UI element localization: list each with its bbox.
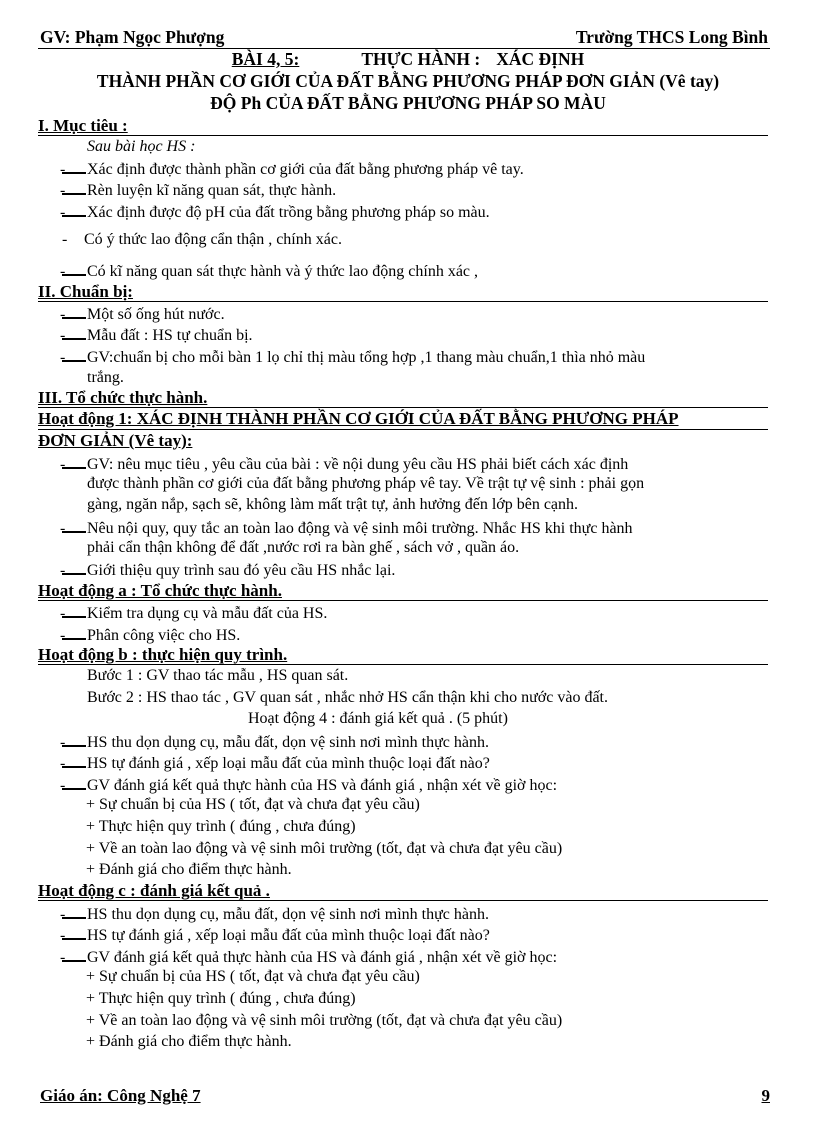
list-item: - Giới thiệu quy trình sau đó yêu cầu HS nhắc lại. (60, 559, 395, 581)
list-item: - Xác định được thành phần cơ giới của đất bằng phương pháp vê tay. (60, 158, 524, 180)
sub-item: + Thực hiện quy trình ( đúng , chưa đúng) (86, 818, 356, 835)
step-2: Bước 2 : HS thao tác , GV quan sát , nhắc nhở HS cẩn thận khi cho nước vào đất. (87, 689, 608, 706)
list-item-continued: trắng. (87, 369, 124, 386)
sub-item: + Sự chuẩn bị của HS ( tốt, đạt và chưa đạt yêu cầu) (86, 796, 420, 813)
activity-1-rule (38, 429, 768, 430)
activity-a-heading: Hoạt động a : Tổ chức thực hành. (38, 581, 282, 600)
teacher-name: GV: Phạm Ngọc Phượng (40, 27, 225, 47)
activity-b-rule (38, 664, 768, 665)
list-item: - HS thu dọn dụng cụ, mẫu đất, dọn vệ sinh nơi mình thực hành. (60, 903, 489, 925)
list-item-continued: được thành phần cơ giới của đất bằng phương pháp vê tay. Về trật tự vệ sinh : phải gọn (87, 475, 645, 492)
list-item: - Có ý thức lao động cẩn thận , chính xác. (62, 231, 342, 248)
school-name: Trường THCS Long Bình (575, 27, 768, 47)
title-line-3: ĐỘ Ph CỦA ĐẤT BẰNG PHƯƠNG PHÁP SO MÀU (210, 93, 606, 113)
sub-item: + Thực hiện quy trình ( đúng , chưa đúng) (86, 990, 356, 1007)
title-line-1 (0, 49, 816, 70)
footer-subject: Giáo án: Công Nghệ 7 (40, 1086, 201, 1105)
list-item: - Nêu nội quy, quy tắc an toàn lao động và vệ sinh môi trường. Nhắc HS khi thực hành (60, 517, 633, 539)
list-item: - GV:chuẩn bị cho mỗi bàn 1 lọ chỉ thị màu tổng hợp ,1 thang màu chuẩn,1 thìa nhỏ màu (60, 346, 645, 368)
activity-4-line: Hoạt động 4 : đánh giá kết quả . (5 phút) (248, 710, 508, 727)
list-item: - Rèn luyện kĩ năng quan sát, thực hành. (60, 179, 336, 201)
activity-1-heading-cont: ĐƠN GIẢN (Vê tay): (38, 431, 193, 450)
sub-item: + Đánh giá cho điểm thực hành. (86, 861, 292, 878)
section-1-heading: I. Mục tiêu : (38, 116, 128, 135)
list-item: - HS tự đánh giá , xếp loại mẫu đất của mình thuộc loại đất nào? (60, 752, 490, 774)
sub-item: + Đánh giá cho điểm thực hành. (86, 1033, 292, 1050)
title-determine: XÁC ĐỊNH (496, 49, 585, 69)
section-2-rule (38, 301, 768, 302)
list-item: - Có kĩ năng quan sát thực hành và ý thức lao động chính xác , (60, 260, 478, 282)
list-item: - Xác định được độ pH của đất trồng bằng phương pháp so màu. (60, 201, 490, 223)
list-item-continued: gàng, ngăn nắp, sạch sẽ, không làm mất trật tự, ảnh hưởng đến lớp bên cạnh. (87, 496, 579, 513)
section-3-heading: III. Tổ chức thực hành. (38, 388, 208, 407)
lesson-number: BÀI 4, 5: (231, 49, 300, 69)
sub-item: + Về an toàn lao động và vệ sinh môi trường (tốt, đạt và chưa đạt yêu cầu) (86, 1012, 563, 1029)
section-1-intro: Sau bài học HS : (87, 138, 196, 155)
list-item: - Một số ống hút nước. (60, 303, 225, 325)
activity-1-heading: Hoạt động 1: XÁC ĐỊNH THÀNH PHẦN CƠ GIỚI CỦA ĐẤT BẰNG PHƯƠNG PHÁP (38, 409, 679, 428)
section-2-heading: II. Chuẩn bị: (38, 282, 133, 301)
section-1-rule (38, 135, 768, 136)
activity-a-rule (38, 600, 768, 601)
sub-item: + Về an toàn lao động và vệ sinh môi trường (tốt, đạt và chưa đạt yêu cầu) (86, 840, 563, 857)
title-line-2: THÀNH PHẦN CƠ GIỚI CỦA ĐẤT BẰNG PHƯƠNG PHÁP ĐƠN GIẢN (Vê tay) (96, 71, 720, 91)
list-item: - HS thu dọn dụng cụ, mẫu đất, dọn vệ sinh nơi mình thực hành. (60, 731, 489, 753)
activity-c-rule (38, 900, 768, 901)
list-item-continued: phải cẩn thận không để đất ,nước rơi ra bàn ghế , sách vở , quần áo. (87, 539, 520, 556)
activity-b-heading: Hoạt động b : thực hiện quy trình. (38, 645, 288, 664)
title-practice: THỰC HÀNH : (361, 49, 481, 69)
section-3-rule (38, 407, 768, 408)
list-item: - GV đánh giá kết quả thực hành của HS và đánh giá , nhận xét về giờ học: (60, 774, 557, 796)
list-item: - Kiểm tra dụng cụ và mẫu đất của HS. (60, 602, 327, 624)
list-item: - Phân công việc cho HS. (60, 624, 240, 646)
activity-c-heading: Hoạt động c : đánh giá kết quả . (38, 881, 270, 900)
list-item: - GV đánh giá kết quả thực hành của HS và đánh giá , nhận xét về giờ học: (60, 946, 557, 968)
list-item: - HS tự đánh giá , xếp loại mẫu đất của mình thuộc loại đất nào? (60, 924, 490, 946)
page-number: 9 (761, 1086, 770, 1105)
list-item: - GV: nêu mục tiêu , yêu cầu của bài : về nội dung yêu cầu HS phải biết cách xác định (60, 453, 628, 475)
sub-item: + Sự chuẩn bị của HS ( tốt, đạt và chưa đạt yêu cầu) (86, 968, 420, 985)
step-1: Bước 1 : GV thao tác mẫu , HS quan sát. (87, 667, 349, 684)
list-item: - Mẫu đất : HS tự chuẩn bị. (60, 324, 253, 346)
